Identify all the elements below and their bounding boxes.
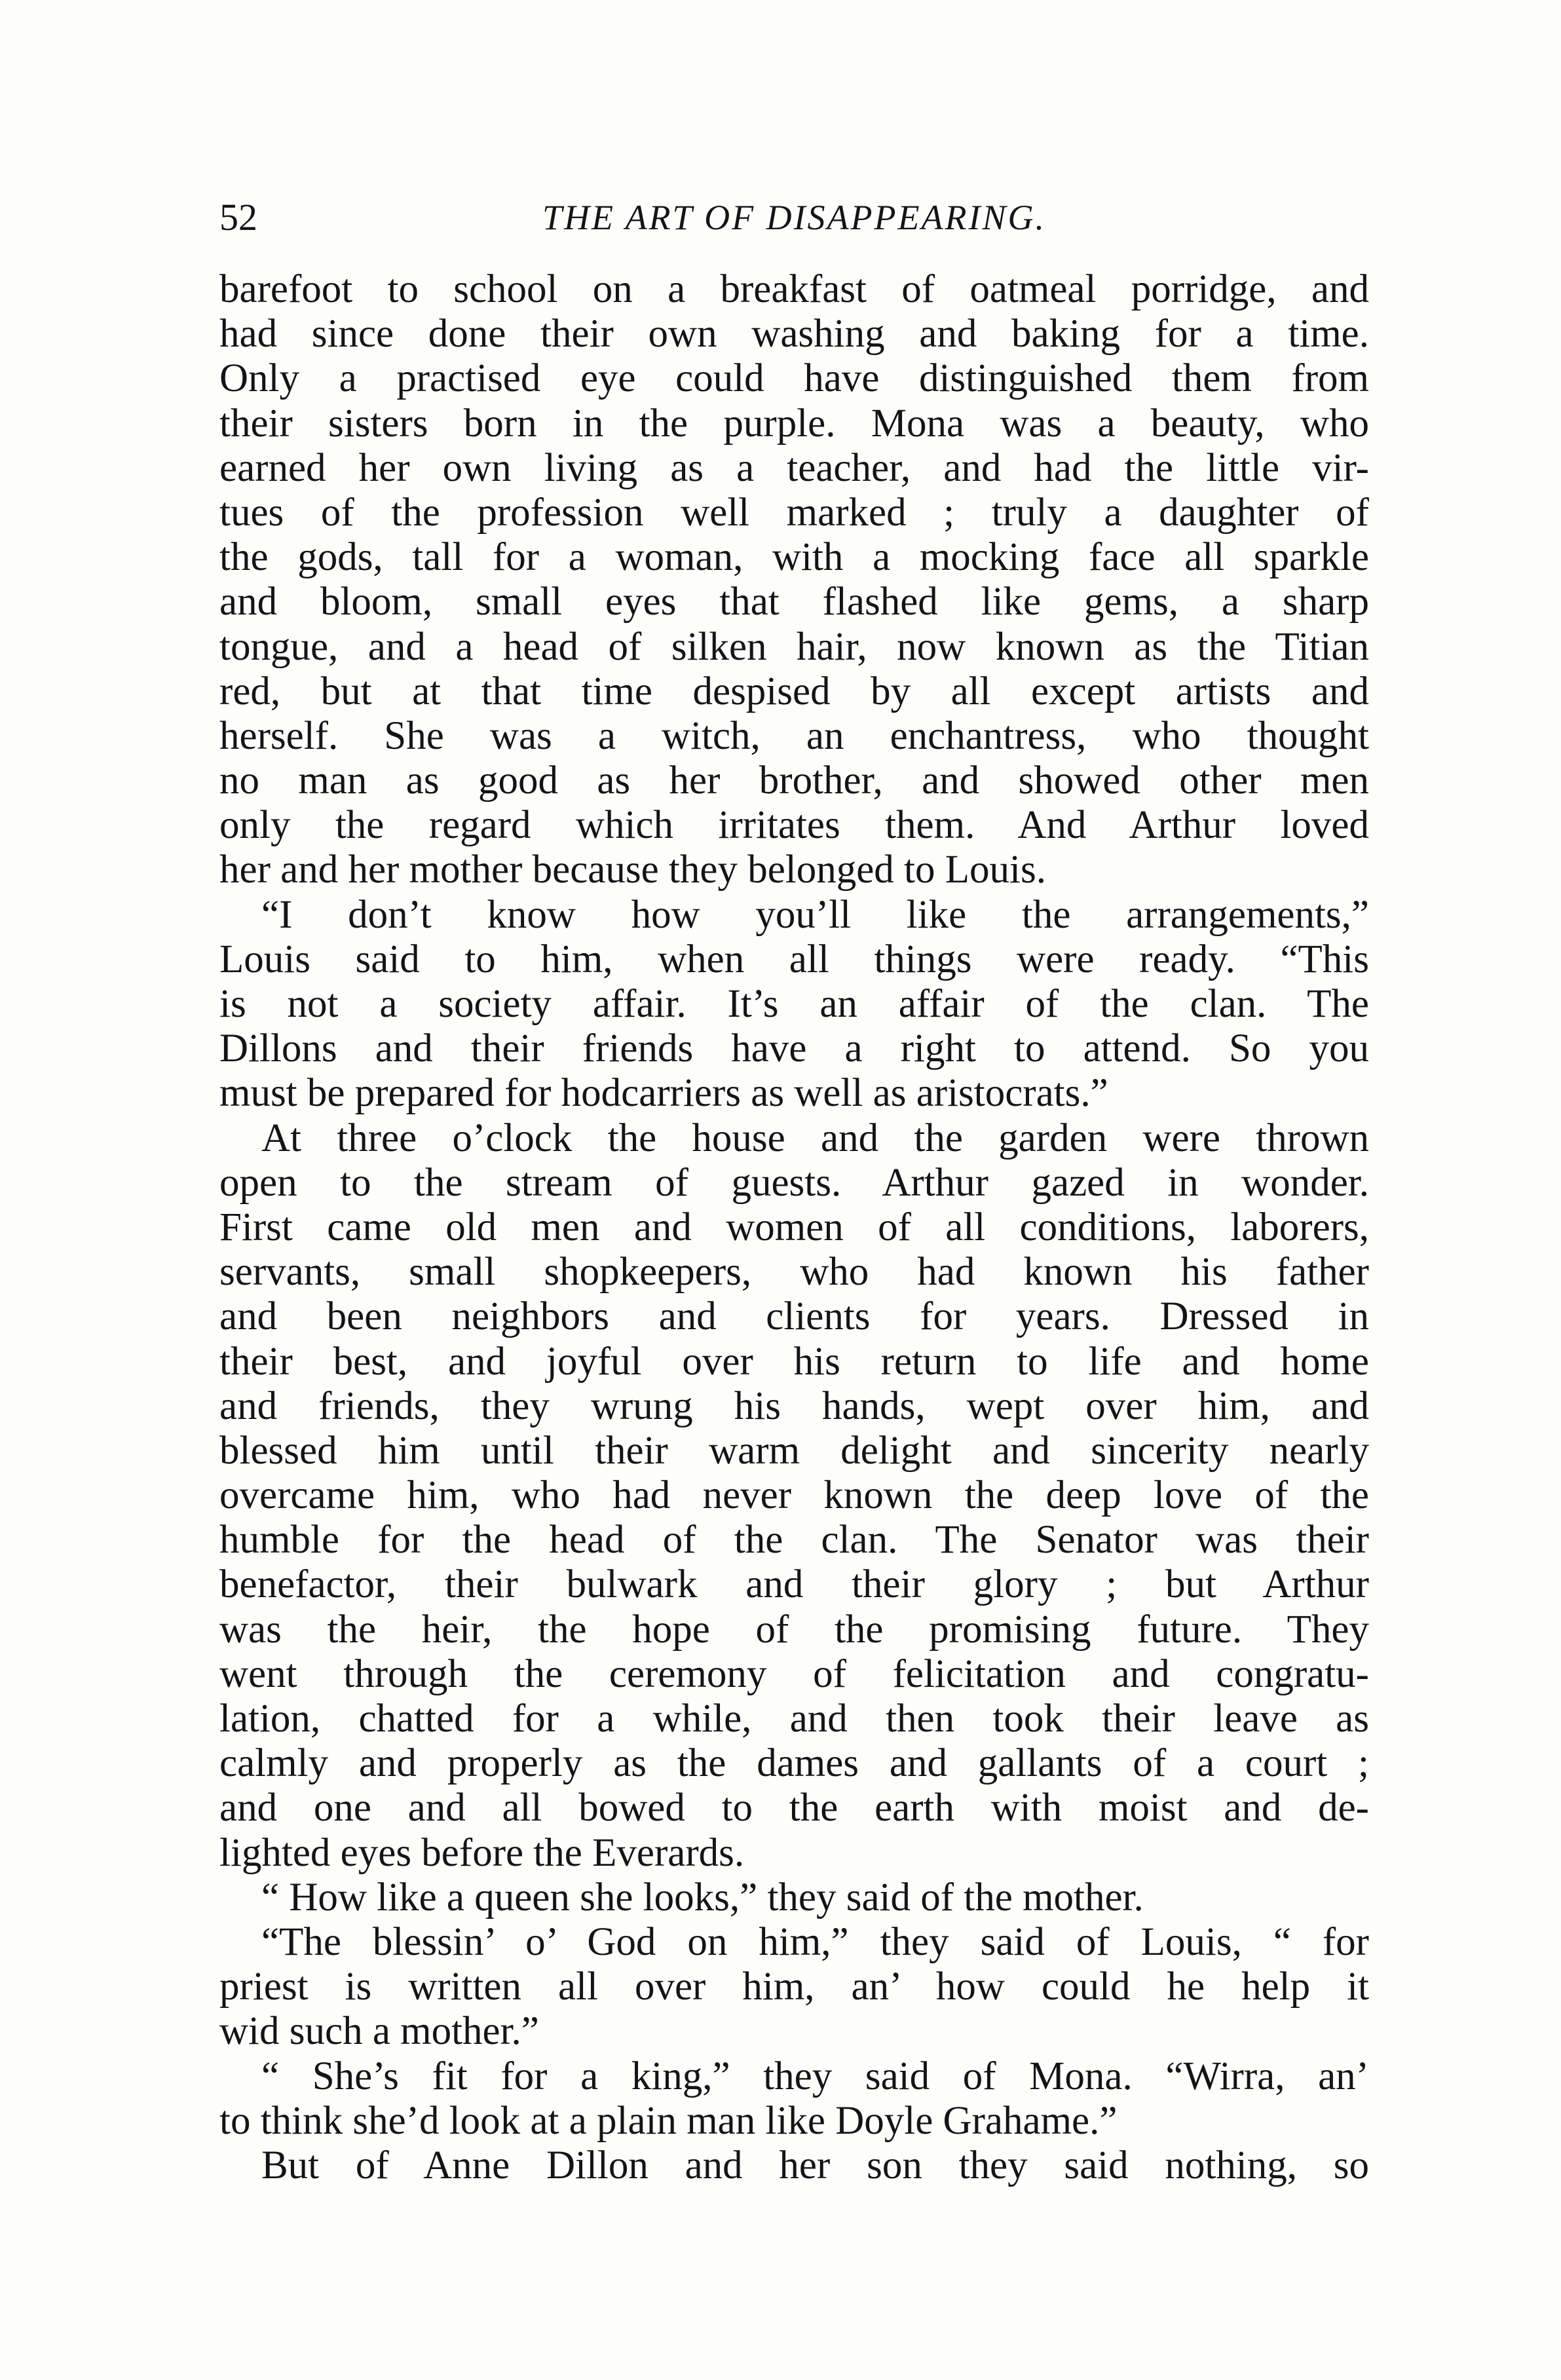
text-line: Dillons and their friends have a right to attend. So you — [219, 1027, 1369, 1071]
text-line: barefoot to school on a breakfast of oatmeal porridge, and — [219, 267, 1369, 311]
text-line: Louis said to him, when all things were ready. “This — [219, 937, 1369, 981]
text-line: blessed him until their warm delight and sincerity nearly — [219, 1428, 1369, 1473]
text-line: “I don’t know how you’ll like the arrangements,” — [261, 892, 1369, 937]
text-line: no man as good as her brother, and showed other men — [219, 759, 1369, 803]
text-line: lation, chatted for a while, and then took their leave as — [219, 1697, 1369, 1741]
text-line: and bloom, small eyes that flashed like gems, a sharp — [219, 580, 1369, 624]
text-line: and friends, they wrung his hands, wept over him, and — [219, 1384, 1369, 1428]
body-text — [219, 267, 1369, 2188]
text-line: their best, and joyful over his return to life and home — [219, 1339, 1369, 1384]
text-line: Only a practised eye could have distinguished them from — [219, 356, 1369, 401]
text-line: First came old men and women of all conditions, laborers, — [219, 1205, 1369, 1249]
text-line: her and her mother because they belonged to Louis. — [219, 848, 1046, 892]
text-line: was the heir, the hope of the promising future. They — [219, 1607, 1369, 1652]
text-line: went through the ceremony of felicitation and congratu- — [219, 1652, 1369, 1696]
text-line: overcame him, who had never known the deep love of the — [219, 1473, 1369, 1518]
text-line: herself. She was a witch, an enchantress, who thought — [219, 713, 1369, 758]
text-line: benefactor, their bulwark and their glory ; but Arthur — [219, 1562, 1369, 1607]
text-line: humble for the head of the clan. The Senator was their — [219, 1518, 1369, 1562]
text-line: only the regard which irritates them. And Arthur loved — [219, 803, 1369, 848]
running-title: THE ART OF DISAPPEARING. — [542, 198, 1046, 237]
text-line: their sisters born in the purple. Mona was a beauty, who — [219, 401, 1369, 445]
page-header — [219, 191, 1369, 244]
text-line: must be prepared for hodcarriers as well as aristocrats.” — [219, 1071, 1108, 1116]
text-line: “ How like a queen she looks,” they said of the mother. — [261, 1875, 1144, 1919]
text-line: and been neighbors and clients for years. Dressed in — [219, 1294, 1369, 1339]
text-line: the gods, tall for a woman, with a mocking face all sparkle — [219, 535, 1369, 580]
text-line: tongue, and a head of silken hair, now known as the Titian — [219, 624, 1369, 669]
text-line: But of Anne Dillon and her son they said nothing, so — [261, 2143, 1369, 2187]
text-line: calmly and properly as the dames and gallants of a court ; — [219, 1741, 1369, 1786]
text-line: is not a society affair. It’s an affair of the clan. The — [219, 982, 1369, 1026]
text-line: “The blessin’ o’ God on him,” they said of Louis, “ for — [261, 1919, 1369, 1964]
text-line: had since done their own washing and baking for a time. — [219, 312, 1369, 356]
text-line: tues of the profession well marked ; truly a daughter of — [219, 490, 1369, 535]
text-line: lighted eyes before the Everards. — [219, 1830, 745, 1875]
text-line: “ She’s fit for a king,” they said of Mona. “Wirra, an’ — [261, 2054, 1369, 2098]
page-number: 52 — [219, 196, 257, 238]
text-line: priest is written all over him, an’ how could he help it — [219, 1965, 1369, 2009]
text-line: earned her own living as a teacher, and had the little vir- — [219, 445, 1369, 490]
text-line: and one and all bowed to the earth with moist and de- — [219, 1786, 1369, 1830]
text-line: red, but at that time despised by all except artists and — [219, 669, 1369, 713]
text-line: open to the stream of guests. Arthur gazed in wonder. — [219, 1160, 1369, 1205]
text-line: servants, small shopkeepers, who had known his father — [219, 1250, 1369, 1294]
text-line: to think she’d look at a plain man like Doyle Grahame.” — [219, 2098, 1118, 2143]
text-line: At three o’clock the house and the garden were thrown — [261, 1116, 1369, 1160]
text-line: wid such a mother.” — [219, 2009, 539, 2054]
